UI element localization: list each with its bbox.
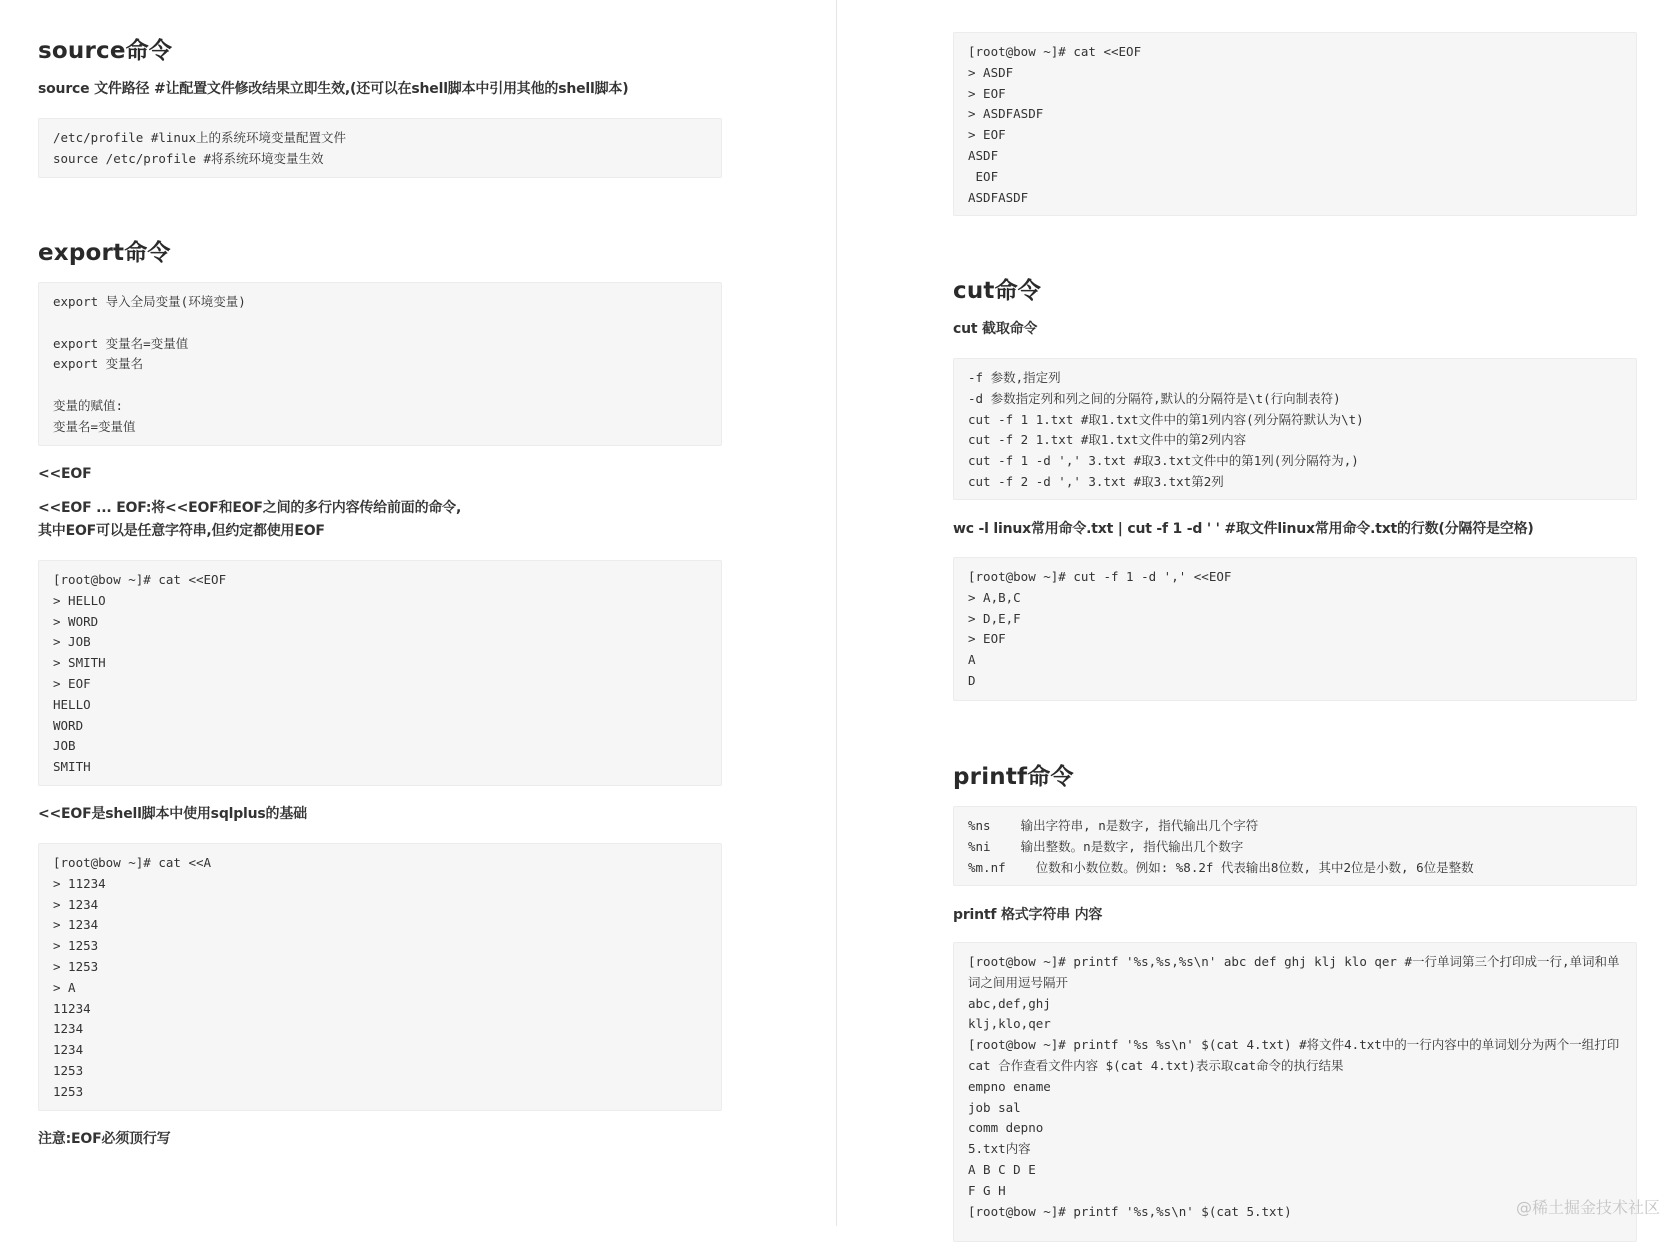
sqlplus-note: <<EOF是shell脚本中使用sqlplus的基础 xyxy=(38,806,307,822)
printf-title: printf命令 xyxy=(953,764,1074,790)
printf-format-code-block: %ns 输出字符串, n是数字, 指代输出几个字符 %ni 输出整数。n是数字, 指代输出几个数字 %m.nf 位数和小数位数。例如: %8.2f 代表输出8位数, 其中2位是小数, 6位是整数 xyxy=(953,806,1637,886)
source-description: source 文件路径 #让配置文件修改结果立即生效,(还可以在shell脚本中引用其他的shell脚本) xyxy=(38,81,629,97)
eof-code-block-2: [root@bow ~]# cat <<A > 11234 > 1234 > 1234 > 1253 > 1253 > A 11234 1234 1234 1253 1253 xyxy=(38,843,722,1111)
printf-format-description: printf 格式字符串 内容 xyxy=(953,907,1103,923)
watermark: @稀土掘金技术社区 xyxy=(1515,1198,1660,1217)
wc-description: wc -l linux常用命令.txt | cut -f 1 -d ' ' #取文件linux常用命令.txt的行数(分隔符是空格) xyxy=(953,521,1534,537)
cut-description: cut 截取命令 xyxy=(953,321,1038,337)
cut-example-code-block: [root@bow ~]# cut -f 1 -d ',' <<EOF > A,B,C > D,E,F > EOF A D xyxy=(953,557,1637,701)
eof-heading: <<EOF xyxy=(38,466,92,482)
eof-warning: 注意:EOF必须顶行写 xyxy=(38,1131,171,1147)
export-title: export命令 xyxy=(38,240,171,266)
eof-example-code-block: [root@bow ~]# cat <<EOF > ASDF > EOF > ASDFASDF > EOF ASDF EOF ASDFASDF xyxy=(953,32,1637,216)
cut-code-block: -f 参数,指定列 -d 参数指定列和列之间的分隔符,默认的分隔符是\t(行向制表符) cut -f 1 1.txt #取1.txt文件中的第1列内容(列分隔符默认为\t) cut -f 2 1.txt #取1.txt文件中的第2列内容 cut -f 1 -d ',' 3.txt #取3.txt文件中的第1列(列分隔符为,) cut -f 2 -d ',' 3.txt #取3.txt第2列 xyxy=(953,358,1637,500)
eof-description-line2: 其中EOF可以是任意字符串,但约定都使用EOF xyxy=(38,523,325,539)
source-title: source命令 xyxy=(38,38,173,64)
cut-title: cut命令 xyxy=(953,278,1042,304)
column-divider xyxy=(836,0,837,1226)
eof-description-line1: <<EOF ... EOF:将<<EOF和EOF之间的多行内容传给前面的命令, xyxy=(38,500,462,516)
source-code-block: /etc/profile #linux上的系统环境变量配置文件 source /etc/profile #将系统环境变量生效 xyxy=(38,118,722,178)
printf-example-code-block: [root@bow ~]# printf '%s,%s,%s\n' abc def ghj klj klo qer #一行单词第三个打印成一行,单词和单词之间用逗号隔开 abc,def,ghj klj,klo,qer [root@bow ~]# printf '%s %s\n' $(cat 4.txt) #将文件4.txt中的一行内容中的单词划分为两个一组打印 cat 合作查看文件内容 $(cat 4.txt)表示取cat命令的执行结果 empno ename job sal comm depno 5.txt内容 A B C D E F G H [root@bow ~]# printf '%s,%s\n' $(cat 5.txt) xyxy=(953,942,1637,1242)
export-code-block: export 导入全局变量(环境变量) export 变量名=变量值 export 变量名 变量的赋值: 变量名=变量值 xyxy=(38,282,722,446)
eof-code-block: [root@bow ~]# cat <<EOF > HELLO > WORD > JOB > SMITH > EOF HELLO WORD JOB SMITH xyxy=(38,560,722,786)
